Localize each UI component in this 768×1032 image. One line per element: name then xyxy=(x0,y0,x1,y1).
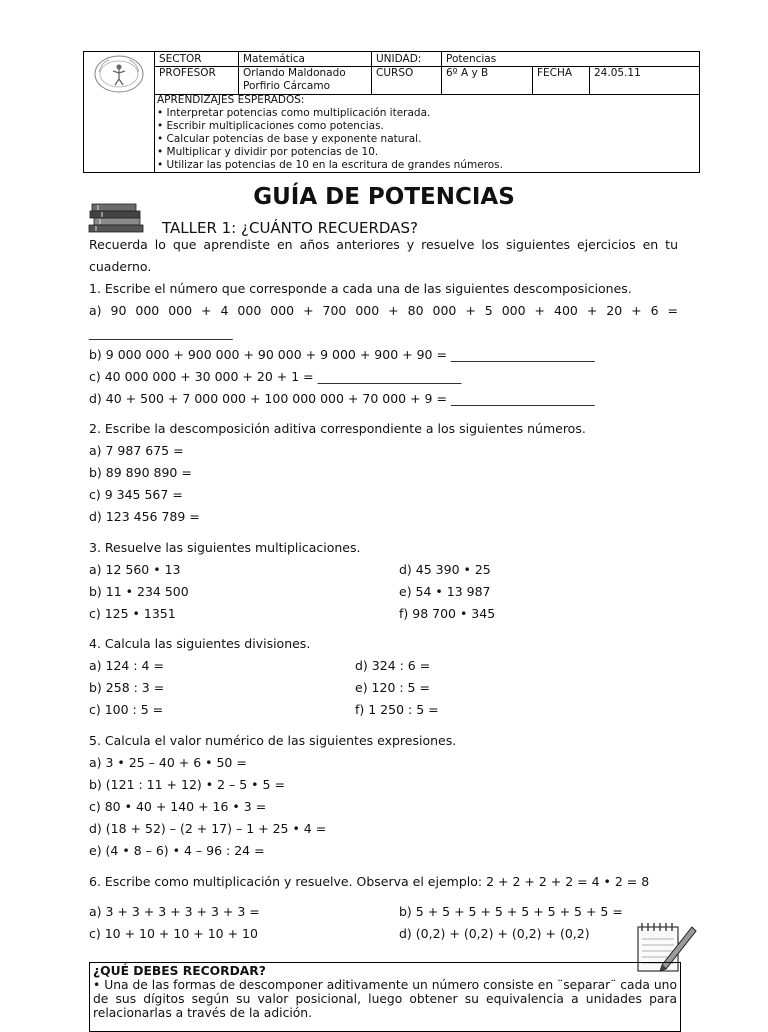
question-6b: b) 5 + 5 + 5 + 5 + 5 + 5 + 5 + 5 = xyxy=(399,904,623,919)
recordar-text: • Una de las formas de descomponer aditivamente un número consiste en ¨separar¨ cada uno de sus dígitos según su valor posicional, luego obtener su equivalencia a unidades para relacionarlas a través de la adición. xyxy=(93,978,677,1020)
question-6c: c) 10 + 10 + 10 + 10 + 10 xyxy=(89,926,258,941)
profesor-label: PROFESOR xyxy=(159,67,216,79)
question-1a: a) 90 000 000 + 4 000 000 + 700 000 + 80 000 + 5 000 + 400 + 20 + 6 = xyxy=(89,303,678,318)
sector-value: Matemática xyxy=(243,53,305,65)
aprendizaje-item: • Calcular potencias de base y exponente natural. xyxy=(157,133,422,145)
question-2a: a) 7 987 675 = xyxy=(89,443,184,458)
question-4d: d) 324 : 6 = xyxy=(355,658,431,673)
question-3a: a) 12 560 • 13 xyxy=(89,562,181,577)
question-2-prompt: 2. Escribe la descomposición aditiva correspondiente a los siguientes números. xyxy=(89,421,586,436)
question-5e: e) (4 • 8 – 6) • 4 – 96 : 24 = xyxy=(89,843,265,858)
books-icon xyxy=(88,200,150,237)
aprendizaje-item: • Multiplicar y dividir por potencias de 10. xyxy=(157,146,379,158)
profesor-name-2: Porfirio Cárcamo xyxy=(243,80,331,92)
question-3f: f) 98 700 • 345 xyxy=(399,606,496,621)
question-1a-blank: _______________________ xyxy=(89,325,233,340)
aprendizaje-item: • Utilizar las potencias de 10 en la escritura de grandes números. xyxy=(157,159,503,171)
profesor-name-1: Orlando Maldonado xyxy=(243,67,346,79)
question-4c: c) 100 : 5 = xyxy=(89,702,164,717)
question-4b: b) 258 : 3 = xyxy=(89,680,165,695)
question-3e: e) 54 • 13 987 xyxy=(399,584,491,599)
question-5-prompt: 5. Calcula el valor numérico de las siguientes expresiones. xyxy=(89,733,457,748)
aprendizaje-item: • Escribir multiplicaciones como potencias. xyxy=(157,120,384,132)
curso-value: 6º A y B xyxy=(446,67,489,79)
sector-label: SECTOR xyxy=(159,53,202,65)
aprendizajes-section xyxy=(157,94,503,172)
question-2d: d) 123 456 789 = xyxy=(89,509,200,524)
fecha-label: FECHA xyxy=(537,67,573,79)
question-1c: c) 40 000 000 + 30 000 + 20 + 1 = _______________________ xyxy=(89,369,462,384)
question-4e: e) 120 : 5 = xyxy=(355,680,430,695)
question-1-prompt: 1. Escribe el número que corresponde a cada una de las siguientes descomposiciones. xyxy=(89,281,632,296)
question-6a: a) 3 + 3 + 3 + 3 + 3 + 3 = xyxy=(89,904,260,919)
question-2b: b) 89 890 890 = xyxy=(89,465,192,480)
question-4f: f) 1 250 : 5 = xyxy=(355,702,439,717)
aprendizaje-item: • Interpretar potencias como multiplicación iterada. xyxy=(157,107,431,119)
question-4a: a) 124 : 4 = xyxy=(89,658,164,673)
question-5c: c) 80 • 40 + 140 + 16 • 3 = xyxy=(89,799,267,814)
taller-heading: TALLER 1: ¿CUÁNTO RECUERDAS? xyxy=(162,219,418,237)
intro-text: Recuerda lo que aprendiste en años anteriores y resuelve los siguientes ejercicios en tu cuaderno. xyxy=(89,237,678,274)
question-5d: d) (18 + 52) – (2 + 17) – 1 + 25 • 4 = xyxy=(89,821,327,836)
question-5a: a) 3 • 25 – 40 + 6 • 50 = xyxy=(89,755,247,770)
question-2c: c) 9 345 567 = xyxy=(89,487,183,502)
school-seal-logo xyxy=(84,52,155,172)
question-3-prompt: 3. Resuelve las siguientes multiplicaciones. xyxy=(89,540,361,555)
fecha-value: 24.05.11 xyxy=(594,67,641,79)
question-1b: b) 9 000 000 + 900 000 + 90 000 + 9 000 + 900 + 90 = _______________________ xyxy=(89,347,595,362)
question-4-prompt: 4. Calcula las siguientes divisiones. xyxy=(89,636,311,651)
question-5b: b) (121 : 11 + 12) • 2 – 5 • 5 = xyxy=(89,777,285,792)
unidad-value: Potencias xyxy=(446,53,497,65)
question-1d: d) 40 + 500 + 7 000 000 + 100 000 000 + 70 000 + 9 = _______________________ xyxy=(89,391,595,406)
question-6-prompt: 6. Escribe como multiplicación y resuelve. Observa el ejemplo: 2 + 2 + 2 + 2 = 4 • 2 = 8 xyxy=(89,874,650,889)
question-3c: c) 125 • 1351 xyxy=(89,606,176,621)
curso-label: CURSO xyxy=(376,67,414,79)
question-3d: d) 45 390 • 25 xyxy=(399,562,491,577)
aprendizajes-title: APRENDIZAJES ESPERADOS: xyxy=(157,94,305,106)
unidad-label: UNIDAD: xyxy=(376,53,422,65)
recordar-box xyxy=(89,962,681,1032)
page-title: GUÍA DE POTENCIAS xyxy=(253,184,515,210)
question-6d: d) (0,2) + (0,2) + (0,2) + (0,2) xyxy=(399,926,590,941)
recordar-title: ¿QUÉ DEBES RECORDAR? xyxy=(93,964,266,978)
question-3b: b) 11 • 234 500 xyxy=(89,584,189,599)
header-table xyxy=(83,51,700,173)
